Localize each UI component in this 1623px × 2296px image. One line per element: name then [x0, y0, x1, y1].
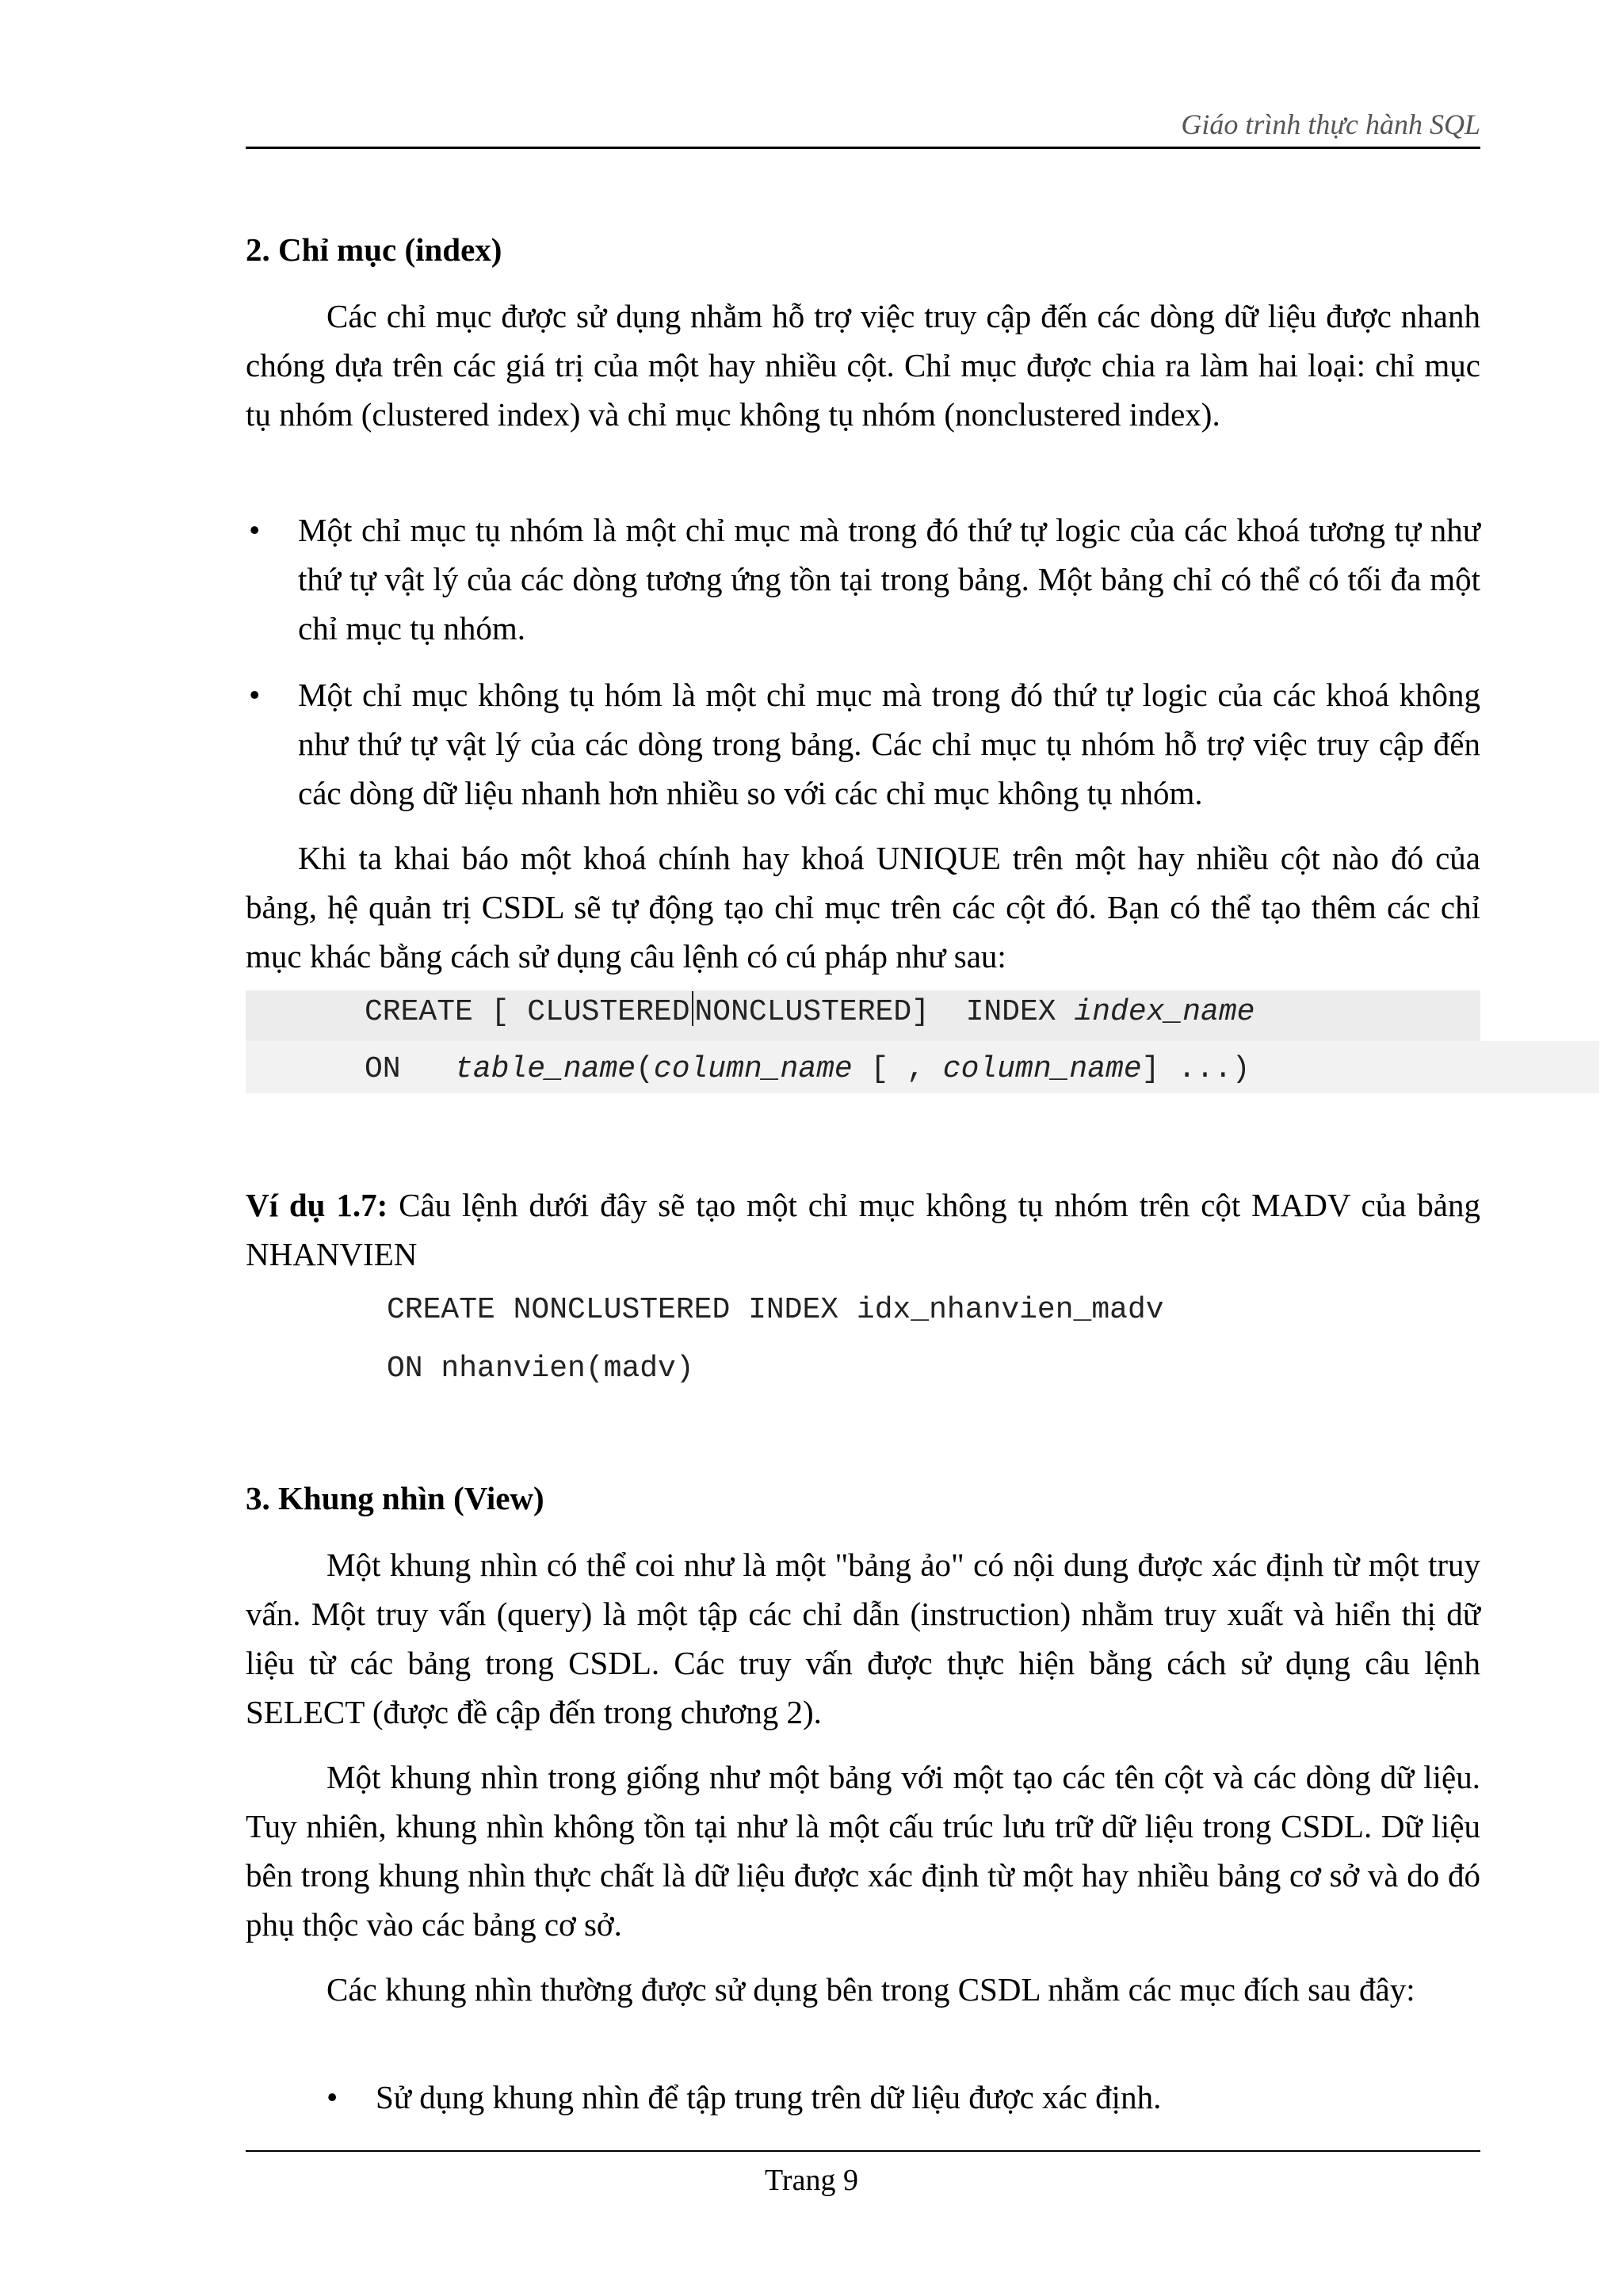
view-paragraph-1: Một khung nhìn có thể coi như là một "bảng ảo" có nội dung được xác định từ một truy vấn. Một truy vấn (query) là một tập các chỉ dẫn (instruction) nhằm truy xuất và hiển thị dữ liệu từ các bảng trong CSDL. Các truy vấn được thực hiện bằng cách sử dụng câu lệnh SELECT (được đề cập đến trong chương 2).	[246, 1547, 1480, 1730]
footer-rule	[246, 2150, 1480, 2152]
header-rule	[246, 147, 1480, 149]
section-heading-index: 2. Chỉ mục (index)	[246, 231, 502, 268]
example-label: Ví dụ 1.7:	[246, 1187, 388, 1223]
syntax-line-1: CREATE [ CLUSTERED NONCLUSTERED] INDEX index_name	[246, 984, 1599, 1041]
index-syntax-intro: Khi ta khai báo một khoá chính hay khoá UNIQUE trên một hay nhiều cột nào đó của bảng, hệ quản trị CSDL sẽ tự động tạo chỉ mục trên các cột đó. Bạn có thể tạo thêm các chỉ mục khác bằng cách sử dụng câu lệnh có cú pháp như sau:	[246, 840, 1480, 974]
example-text: Câu lệnh dưới đây sẽ tạo một chỉ mục không tụ nhóm trên cột MADV của bảng NHANVIEN	[246, 1187, 1481, 1272]
view-paragraph-3: Các khung nhìn thường được sử dụng bên trong CSDL nhằm các mục đích sau đây:	[327, 1971, 1415, 2008]
index-intro-paragraph: Các chỉ mục được sử dụng nhằm hỗ trợ việc truy cập đến các dòng dữ liệu được nhanh chóng dựa trên các giá trị của một hay nhiều cột. Chỉ mục được chia ra làm hai loại: chỉ mục tụ nhóm (clustered index) và chỉ mục không tụ nhóm (nonclustered index).	[246, 298, 1480, 433]
section-heading-view: 3. Khung nhìn (View)	[246, 1480, 544, 1516]
page-number: Trang 9	[765, 2164, 858, 2197]
bullet-icon: •	[249, 677, 261, 713]
list-item	[323, 2073, 1480, 2122]
example-code-line-2: ON nhanvien(madv)	[387, 1352, 694, 1386]
example-code-line-1: CREATE NONCLUSTERED INDEX idx_nhanvien_madv	[387, 1293, 1164, 1327]
bullet-icon: •	[327, 2079, 338, 2115]
example-paragraph	[246, 1180, 1480, 1279]
syntax-code-block	[246, 990, 1480, 1093]
list-item	[246, 505, 1480, 653]
bullet-text: Một chỉ mục tụ nhóm là một chỉ mục mà trong đó thứ tự logic của các khoá tương tự như thứ tự vật lý của các dòng tương ứng tồn tại trong bảng. Một bảng chỉ có thể có tối đa một chỉ mục tụ nhóm.	[298, 512, 1480, 646]
running-header: Giáo trình thực hành SQL	[1181, 109, 1480, 140]
separator-bar	[692, 991, 693, 1026]
bullet-text: Một chỉ mục không tụ hóm là một chỉ mục mà trong đó thứ tự logic của các khoá không như thứ tự vật lý của các dòng trong bảng. Các chỉ mục tụ nhóm hỗ trợ việc truy cập đến các dòng dữ liệu nhanh hơn nhiều so với các chỉ mục không tụ nhóm.	[298, 677, 1480, 811]
bullet-text: Sử dụng khung nhìn để tập trung trên dữ liệu được xác định.	[376, 2079, 1162, 2115]
list-item	[246, 670, 1480, 818]
view-paragraph-2: Một khung nhìn trong giống như một bảng với một tạo các tên cột và các dòng dữ liệu. Tuy nhiên, khung nhìn không tồn tại như là một cấu trúc lưu trữ dữ liệu trong CSDL. Dữ liệu bên trong khung nhìn thực chất là dữ liệu được xác định từ một hay nhiều bảng cơ sở và do đó phụ thộc vào các bảng cơ sở.	[246, 1759, 1480, 1943]
bullet-icon: •	[249, 512, 261, 548]
syntax-line-2: ON table_name(column_name [ , column_name] ...)	[246, 1041, 1599, 1093]
